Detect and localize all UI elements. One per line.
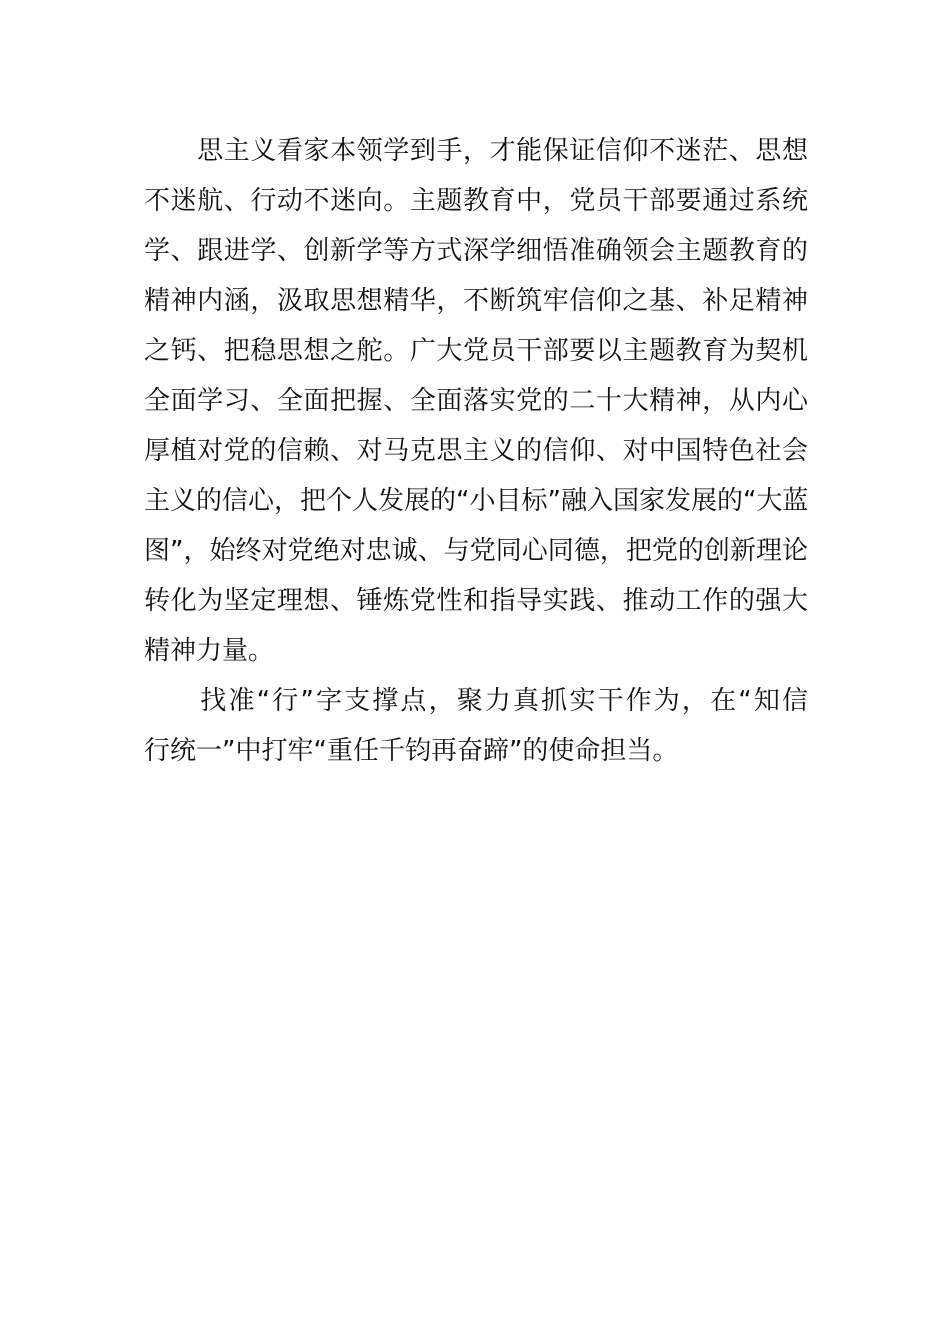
text-line: 精神内涵，汲取思想精华，不断筑牢信仰之基、补足精神 bbox=[144, 286, 808, 316]
text-line: 全面学习、全面把握、全面落实党的二十大精神，从内心 bbox=[144, 386, 808, 416]
text-line: 主义的信心，把个人发展的“小目标”融入国家发展的“大蓝 bbox=[144, 486, 808, 516]
document-body bbox=[144, 126, 808, 776]
text-line: 不迷航、行动不迷向。主题教育中，党员干部要通过系统 bbox=[144, 186, 808, 216]
text-line: 找准“行”字支撑点，聚力真抓实干作为，在“知信 bbox=[144, 686, 808, 716]
text-line: 思主义看家本领学到手，才能保证信仰不迷茫、思想 bbox=[144, 136, 808, 166]
text-line: 厚植对党的信赖、对马克思主义的信仰、对中国特色社会 bbox=[144, 436, 808, 466]
text-line: 精神力量。 bbox=[144, 636, 275, 666]
text-line: 学、跟进学、创新学等方式深学细悟准确领会主题教育的 bbox=[144, 236, 808, 266]
paragraph-2 bbox=[144, 676, 808, 776]
text-line: 转化为坚定理想、锤炼党性和指导实践、推动工作的强大 bbox=[144, 586, 808, 616]
text-line: 之钙、把稳思想之舵。广大党员干部要以主题教育为契机 bbox=[144, 336, 808, 366]
paragraph-1 bbox=[144, 126, 808, 676]
text-line: 图”，始终对党绝对忠诚、与党同心同德，把党的创新理论 bbox=[144, 536, 808, 566]
text-line: 行统一”中打牢“重任千钧再奋蹄”的使命担当。 bbox=[144, 736, 679, 766]
